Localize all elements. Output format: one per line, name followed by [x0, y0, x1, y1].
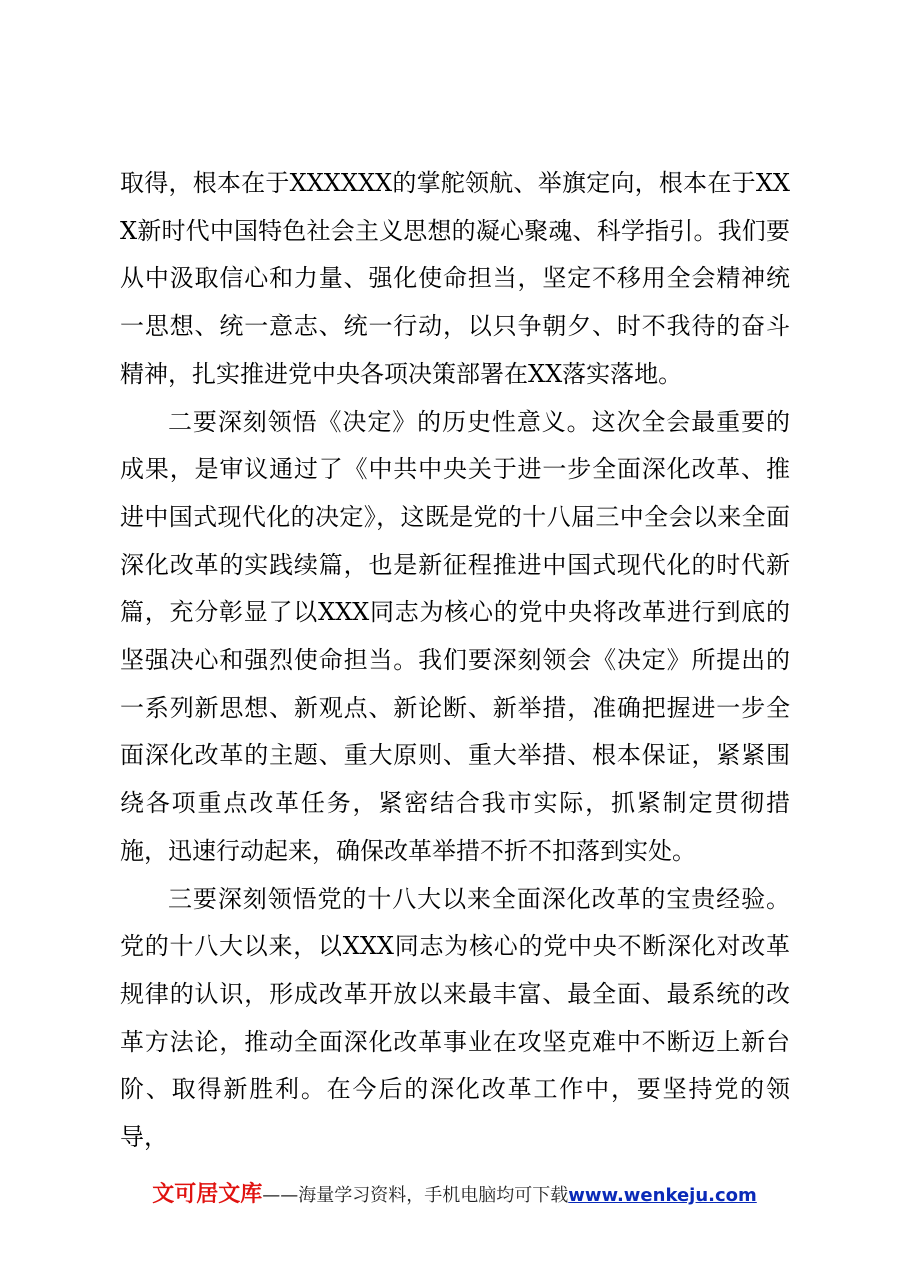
- document-body: [120, 160, 790, 1162]
- paragraph-1: 取得，根本在于XXXXXX的掌舵领航、举旗定向，根本在于XXX新时代中国特色社会主义思想的凝心聚魂、科学指引。我们要从中汲取信心和力量、强化使命担当，坚定不移用全会精神统一思想、统一意志、统一行动，以只争朝夕、时不我待的奋斗精神，扎实推进党中央各项决策部署在XX落实落地。: [120, 169, 790, 388]
- footer-brand: 文可居文库: [152, 1182, 263, 1207]
- footer-slogan: ——海量学习资料，手机电脑均可下载: [262, 1185, 569, 1206]
- paragraph-2: 二要深刻领悟《决定》的历史性意义。这次全会最重要的成果，是审议通过了《中共中央关于进一步全面深化改革、推进中国式现代化的决定》，这既是党的十八届三中全会以来全面深化改革的实践续篇，也是新征程推进中国式现代化的时代新篇，充分彰显了以XXX同志为核心的党中央将改革进行到底的坚强决心和强烈使命担当。我们要深刻领会《决定》所提出的一系列新思想、新观点、新论断、新举措，准确把握进一步全面深化改革的主题、重大原则、重大举措、根本保证，紧紧围绕各项重点改革任务，紧密结合我市实际，抓紧制定贯彻措施，迅速行动起来，确保改革举措不折不扣落到实处。: [120, 407, 790, 865]
- footer-banner: [0, 1180, 909, 1211]
- paragraph-3: 三要深刻领悟党的十八大以来全面深化改革的宝贵经验。党的十八大以来，以XXX同志为核心的党中央不断深化对改革规律的认识，形成改革开放以来最丰富、最全面、最系统的改革方法论，推动全面深化改革事业在攻坚克难中不断迈上新台阶、取得新胜利。在今后的深化改革工作中，要坚持党的领导，: [120, 884, 790, 1152]
- footer-link[interactable]: www.wenkeju.com: [568, 1185, 757, 1206]
